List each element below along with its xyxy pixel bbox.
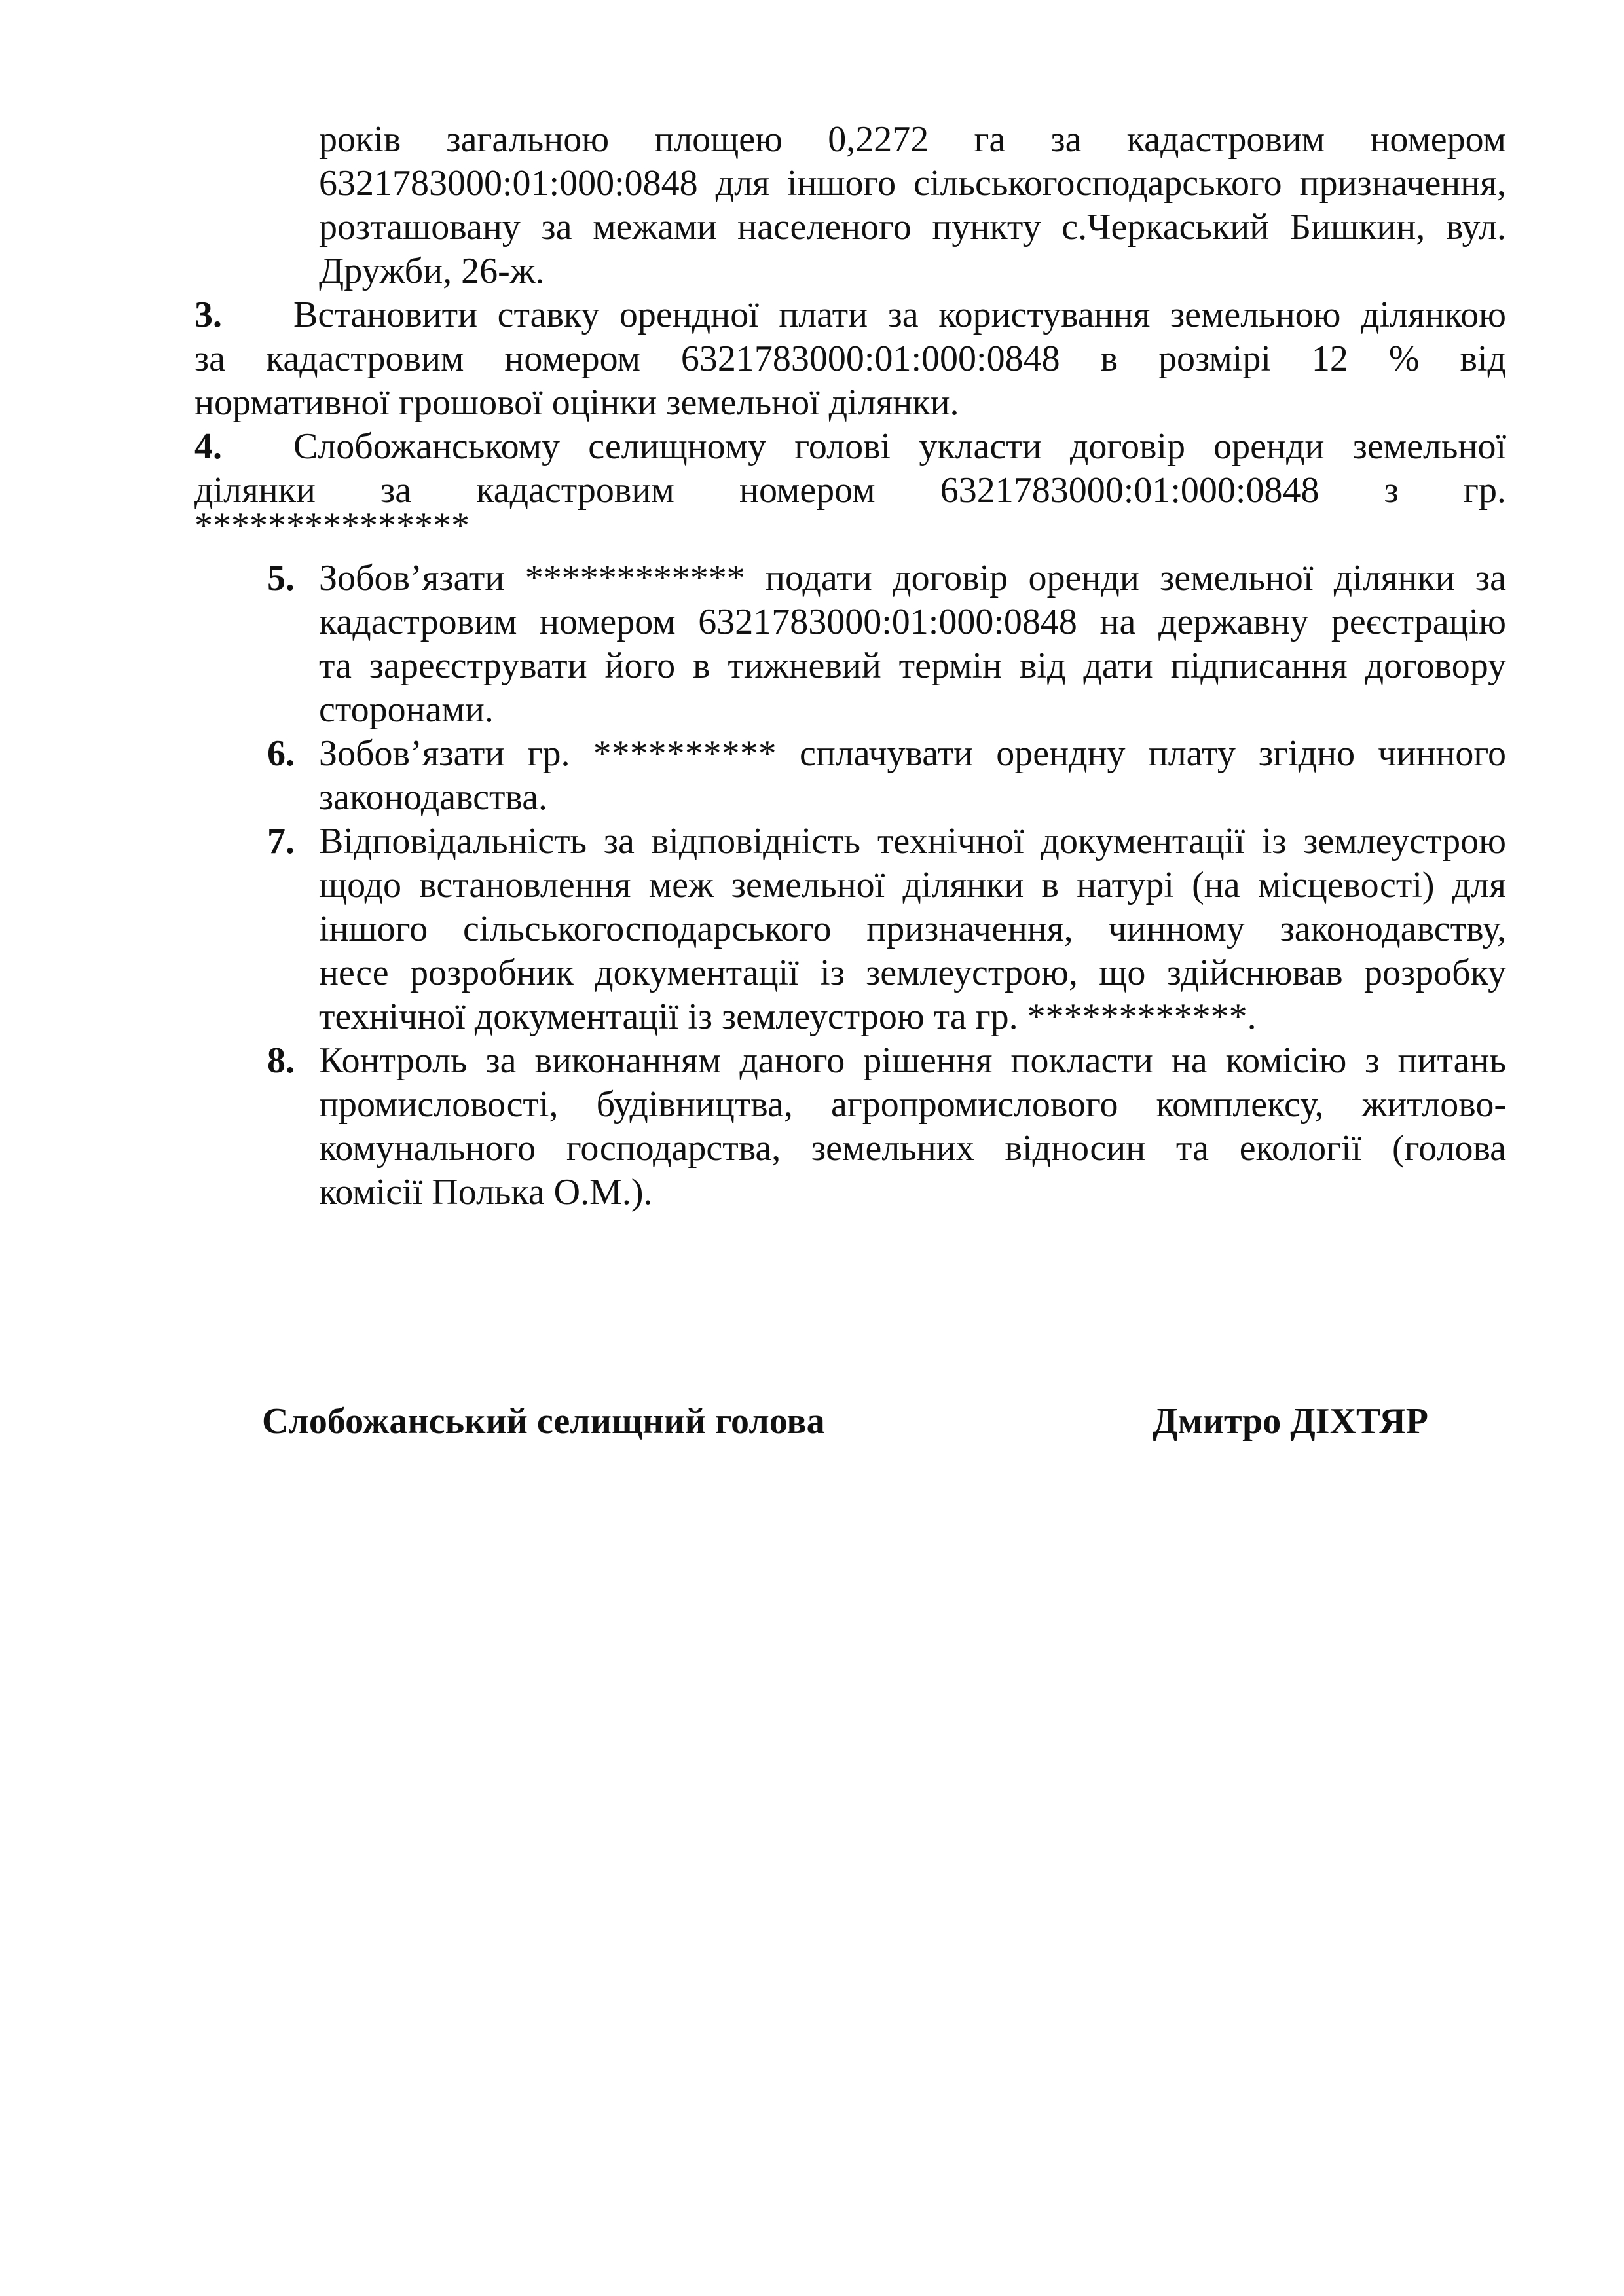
item-line: комунального господарства, земельних відносин та екології (голова bbox=[319, 1128, 1506, 1169]
list-item-8 bbox=[267, 1039, 1506, 1214]
item-line: Контроль за виконанням даного рішення покласти на комісію з питань bbox=[319, 1040, 1506, 1081]
item-number: 6. bbox=[267, 733, 295, 774]
item-line: Зобов’язати гр. ********** сплачувати орендну плату згідно чинного bbox=[319, 733, 1506, 774]
paragraph-line: Встановити ставку орендної плати за користування земельною ділянкою bbox=[293, 295, 1506, 335]
item-line: комісії Полька О.М.). bbox=[319, 1172, 653, 1212]
item-line: кадастровим номером 6321783000:01:000:0848 на державну реєстрацію bbox=[319, 602, 1506, 642]
item-number: 7. bbox=[267, 821, 295, 862]
paragraph-line: ділянки за кадастровим номером 6321783000:01:000:0848 з гр. bbox=[194, 470, 1506, 511]
paragraph-3 bbox=[194, 293, 1506, 425]
item-number: 5. bbox=[267, 558, 295, 598]
signature-position: Слобожанський селищний голова bbox=[262, 1401, 825, 1442]
item-line: технічної документації із землеустрою та гр. ************. bbox=[319, 996, 1257, 1037]
paragraph-line: *************** bbox=[194, 505, 470, 546]
item-number: 8. bbox=[267, 1040, 295, 1081]
item-line: промисловості, будівництва, агропромислового комплексу, житлово- bbox=[319, 1084, 1506, 1125]
paragraph-4 bbox=[194, 425, 1506, 546]
list-item-6 bbox=[267, 732, 1506, 820]
signature-name: Дмитро ДІХТЯР bbox=[1153, 1401, 1428, 1442]
paragraph-line: нормативної грошової оцінки земельної ділянки. bbox=[194, 382, 959, 423]
item-line: Відповідальність за відповідність технічної документації із землеустрою bbox=[319, 821, 1506, 862]
item-line: іншого сільськогосподарського призначення, чинному законодавству, bbox=[319, 909, 1506, 949]
continuation-paragraph bbox=[319, 118, 1506, 293]
item-line: сторонами. bbox=[319, 689, 494, 730]
paragraph-line: Слобожанському селищному голові укласти договір оренди земельної bbox=[293, 426, 1506, 467]
continuation-line: років загальною площею 0,2272 га за кадастровим номером bbox=[319, 119, 1506, 160]
list-item-5 bbox=[267, 556, 1506, 732]
paragraph-number: 4. bbox=[194, 426, 222, 467]
item-line: законодавства. bbox=[319, 777, 548, 818]
continuation-line: Дружби, 26-ж. bbox=[319, 251, 545, 291]
paragraph-line: за кадастровим номером 6321783000:01:000:0848 в розмірі 12 % від bbox=[194, 338, 1506, 379]
item-line: щодо встановлення меж земельної ділянки в натурі (на місцевості) для bbox=[319, 865, 1506, 905]
item-line: та зареєструвати його в тижневий термін від дати підписання договору bbox=[319, 646, 1506, 686]
continuation-line: розташовану за межами населеного пункту с.Черкаський Бишкин, вул. bbox=[319, 207, 1506, 247]
continuation-line: 6321783000:01:000:0848 для іншого сільськогосподарського призначення, bbox=[319, 163, 1506, 204]
item-line: Зобов’язати ************ подати договір оренди земельної ділянки за bbox=[319, 558, 1506, 598]
item-line: несе розробник документації із землеустрою, що здійснював розробку bbox=[319, 953, 1506, 993]
paragraph-number: 3. bbox=[194, 295, 222, 335]
list-item-7 bbox=[267, 820, 1506, 1039]
